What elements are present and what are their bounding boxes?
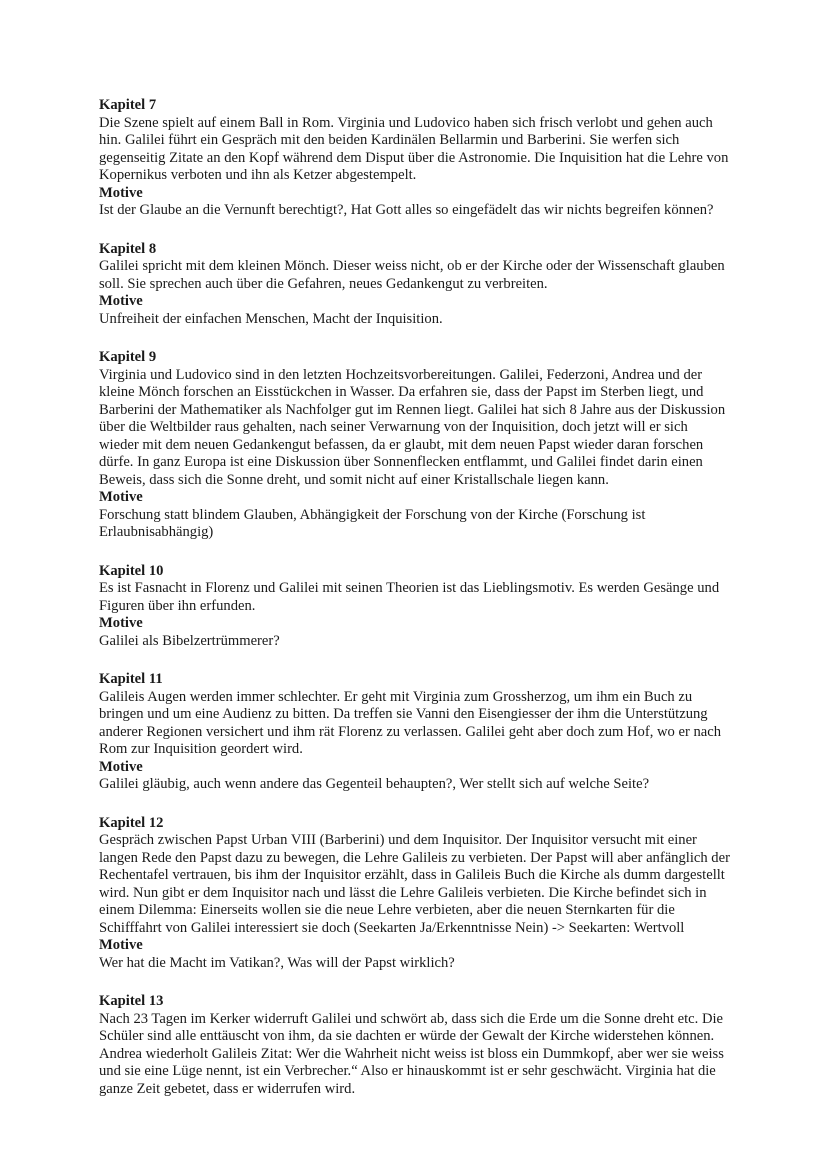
chapter-title: Kapitel 11 — [99, 671, 163, 687]
chapter-title: Kapitel 12 — [99, 814, 164, 831]
motive-heading: Motive — [99, 184, 143, 201]
chapter-9 — [99, 349, 731, 542]
chapter-11 — [99, 671, 731, 794]
chapter-10 — [99, 563, 731, 651]
chapter-summary: Virginia und Ludovico sind in den letzten Hochzeitsvorbereitungen. Galilei, Federzoni, Andrea und der kleine Mönch forschen an Eisstückchen in Wasser. Da erfahren sie, dass der Papst im Sterben liegt, und Barberini der Mathematiker als Nachfolger gut im Rennen liegt. Galilei hat sich 8 Jahre aus der Diskussion über die Weltbilder raus gehalten, nach seiner Verwarnung von der Inquisition, doch jetzt will er sich wieder mit dem neuen Gedankengut befassen, da er glaubt, mit dem neuen Papst wieder daran forschen dürfe. In ganz Europa ist eine Diskussion über Sonnenflecken entflammt, und Galilei findet darin einen Beweis, dass sich die Sonne dreht, und somit nicht auf einer Kristallschale liegen kann. — [99, 366, 726, 488]
motive-text: Wer hat die Macht im Vatikan?, Was will der Papst wirklich? — [99, 954, 455, 971]
document-page — [99, 97, 731, 1119]
chapter-summary: Gespräch zwischen Papst Urban VIII (Barberini) und dem Inquisitor. Der Inquisitor versucht mit einer langen Rede den Papst dazu zu bewegen, die Lehre Galileis zu verbieten. Der Papst will aber anfänglich der Rechentafel vertrauen, bis ihm der Inquisitor erzählt, dass in Galileis Buch die Kirche als dumm dargestellt wird. Nun gibt er dem Inquisitor nach und lässt die Lehre Galileis verbieten. Die Kirche befindet sich in einem Dilemma: Einerseits wollen sie die neue Lehre verbieten, aber die neuen Sternkarten für die Schifffahrt von Galilei interessiert sie doch (Seekarten Ja/Erkenntnisse Nein) -> Seekarten: Wertvoll — [99, 832, 730, 936]
chapter-title: Kapitel 13 — [99, 993, 164, 1009]
chapter-title: Kapitel 8 — [99, 240, 157, 257]
chapter-8 — [99, 241, 731, 329]
motive-text: Ist der Glaube an die Vernunft berechtigt?, Hat Gott alles so eingefädelt das wir nichts begreifen können? — [99, 202, 714, 218]
motive-text: Galilei als Bibelzertrümmerer? — [99, 632, 280, 649]
motive-heading: Motive — [99, 615, 143, 631]
motive-text: Forschung statt blindem Glauben, Abhängigkeit der Forschung von der Kirche (Forschung ist Erlaubnisabhängig) — [99, 506, 646, 540]
motive-heading: Motive — [99, 937, 143, 953]
chapter-summary: Die Szene spielt auf einem Ball in Rom. Virginia und Ludovico haben sich frisch verlobt und gehen auch hin. Galilei führt ein Gespräch mit den beiden Kardinälen Bellarmin und Barberini. Sie werfen sich gegenseitig Zitate an den Kopf während dem Disput über die Astronomie. Die Inquisition hat die Lehre von Kopernikus verboten und ihn als Ketzer abgestempelt. — [99, 114, 729, 183]
motive-heading: Motive — [99, 758, 143, 775]
chapter-summary: Es ist Fasnacht in Florenz und Galilei mit seinen Theorien ist das Lieblingsmotiv. Es werden Gesänge und Figuren über ihn erfunden. — [99, 580, 720, 614]
motive-text: Galilei gläubig, auch wenn andere das Gegenteil behaupten?, Wer stellt sich auf welche Seite? — [99, 776, 650, 792]
chapter-title: Kapitel 10 — [99, 562, 164, 579]
motive-heading: Motive — [99, 489, 143, 505]
motive-text: Unfreiheit der einfachen Menschen, Macht der Inquisition. — [99, 310, 443, 327]
chapter-13 — [99, 993, 731, 1098]
chapter-title: Kapitel 9 — [99, 349, 157, 365]
chapter-summary: Nach 23 Tagen im Kerker widerruft Galilei und schwört ab, dass sich die Erde um die Sonne dreht etc. Die Schüler sind alle enttäuscht von ihm, da sie dachten er würde der Gewalt der Kirche widerstehen können. Andrea wiederholt Galileis Zitat: Wer die Wahrheit nicht weiss ist bloss ein Dummkopf, aber wer sie weiss und sie eine Lüge nennt, ist ein Verbrecher.“ Also er hinauskommt ist er sehr geschwächt. Virginia hat die ganze Zeit gebetet, dass er widerrufen wird. — [99, 1010, 724, 1097]
chapter-12 — [99, 815, 731, 973]
chapter-title: Kapitel 7 — [99, 97, 157, 113]
chapter-summary: Galileis Augen werden immer schlechter. Er geht mit Virginia zum Grossherzog, um ihm ein Buch zu bringen und um eine Audienz zu bitten. Da treffen sie Vanni den Eisengiesser der ihm die Unterstützung anderer Regionen versichert und ihm rät Florenz zu verlassen. Galilei geht aber doch zum Hof, wo er nach Rom zur Inquisition geordert wird. — [99, 688, 722, 757]
motive-heading: Motive — [99, 293, 143, 309]
chapter-7 — [99, 97, 731, 220]
chapter-summary: Galilei spricht mit dem kleinen Mönch. Dieser weiss nicht, ob er der Kirche oder der Wissenschaft glauben soll. Sie sprechen auch über die Gefahren, neues Gedankengut zu verbreiten. — [99, 258, 725, 292]
